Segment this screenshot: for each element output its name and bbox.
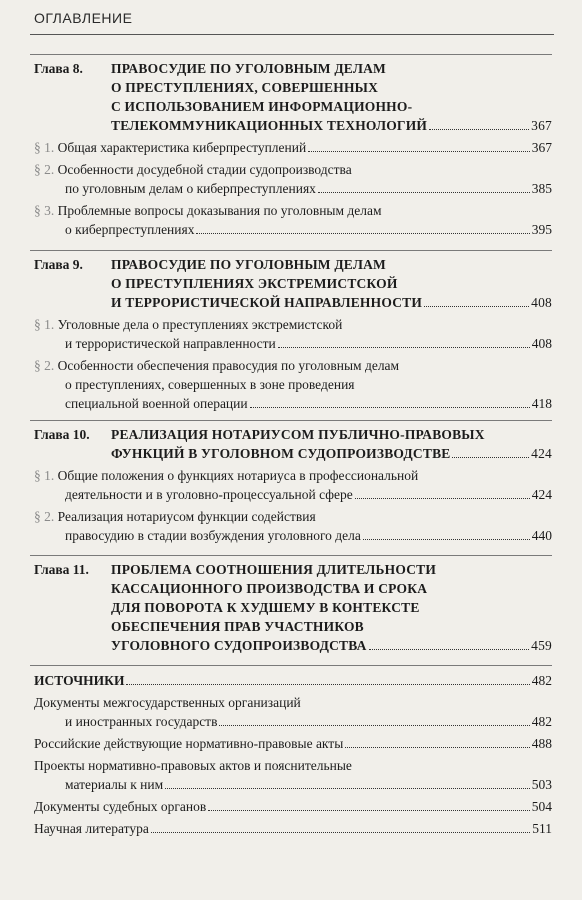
source-item[interactable]: Проекты нормативно-правовых актов и пояснительные материалы к ним 503 xyxy=(34,758,552,792)
section-item[interactable]: § 2. Особенности досудебной стадии судопроизводства по уголовным делам о киберпреступлениях 385 xyxy=(34,162,552,196)
header-rule xyxy=(30,34,554,35)
section-item[interactable]: § 2. Особенности обеспечения правосудия по уголовным делам о преступлениях, совершенных в зоне проведения специальной военной операции 418 xyxy=(34,358,552,411)
chapter-title[interactable]: РЕАЛИЗАЦИЯ НОТАРИУСОМ ПУБЛИЧНО-ПРАВОВЫХ ФУНКЦИЙ В УГОЛОВНОМ СУДОПРОИЗВОДСТВЕ 424 xyxy=(111,427,552,461)
source-item[interactable]: Российские действующие нормативно-правовые акты 488 xyxy=(34,736,552,751)
section-item[interactable]: § 1. Уголовные дела о преступлениях экстремистской и террористической направленности 408 xyxy=(34,317,552,351)
source-item[interactable]: Научная литература 511 xyxy=(34,821,552,836)
section-item[interactable]: § 1. Общая характеристика киберпреступлений 367 xyxy=(34,140,552,155)
chapter-title[interactable]: ПРОБЛЕМА СООТНОШЕНИЯ ДЛИТЕЛЬНОСТИ КАССАЦИОННОГО ПРОИЗВОДСТВА И СРОКА ДЛЯ ПОВОРОТА К ХУДШЕМУ В КОНТЕКСТЕ ОБЕСПЕЧЕНИЯ ПРАВ УЧАСТНИКОВ УГОЛОВНОГО СУДОПРОИЗВОДСТВА 459 xyxy=(111,562,552,653)
chapter-10 xyxy=(30,420,552,545)
chapter-number: Глава 8. xyxy=(34,61,83,76)
source-item[interactable]: Документы межгосударственных организаций и иностранных государств 482 xyxy=(34,695,552,729)
page-number: 367 xyxy=(531,118,552,133)
section-item[interactable]: § 1. Общие положения о функциях нотариуса в профессиональной деятельности и в уголовно-процессуальной сфере 424 xyxy=(34,468,552,502)
chapter-number: Глава 9. xyxy=(34,257,83,272)
chapter-number: Глава 11. xyxy=(34,562,89,577)
running-header: ОГЛАВЛЕНИЕ xyxy=(34,10,133,26)
sources-section xyxy=(30,665,552,838)
chapter-8 xyxy=(30,54,552,239)
chapter-title[interactable]: ПРАВОСУДИЕ ПО УГОЛОВНЫМ ДЕЛАМ О ПРЕСТУПЛЕНИЯХ, СОВЕРШЕННЫХ С ИСПОЛЬЗОВАНИЕМ ИНФОРМАЦИОННО- ТЕЛЕКОММУНИКАЦИОННЫХ ТЕХНОЛОГИЙ 367 xyxy=(111,61,552,133)
section-item[interactable]: § 3. Проблемные вопросы доказывания по уголовным делам о киберпреступлениях 395 xyxy=(34,203,552,237)
chapter-number: Глава 10. xyxy=(34,427,90,442)
sources-heading[interactable]: ИСТОЧНИКИ 482 xyxy=(34,673,552,688)
chapter-11 xyxy=(30,555,552,655)
chapter-9 xyxy=(30,250,552,413)
chapter-title[interactable]: ПРАВОСУДИЕ ПО УГОЛОВНЫМ ДЕЛАМ О ПРЕСТУПЛЕНИЯХ ЭКСТРЕМИСТСКОЙ И ТЕРРОРИСТИЧЕСКОЙ НАПРАВЛЕННОСТИ 408 xyxy=(111,257,552,310)
source-item[interactable]: Документы судебных органов 504 xyxy=(34,799,552,814)
section-item[interactable]: § 2. Реализация нотариусом функции содействия правосудию в стадии возбуждения уголовного дела 440 xyxy=(34,509,552,543)
